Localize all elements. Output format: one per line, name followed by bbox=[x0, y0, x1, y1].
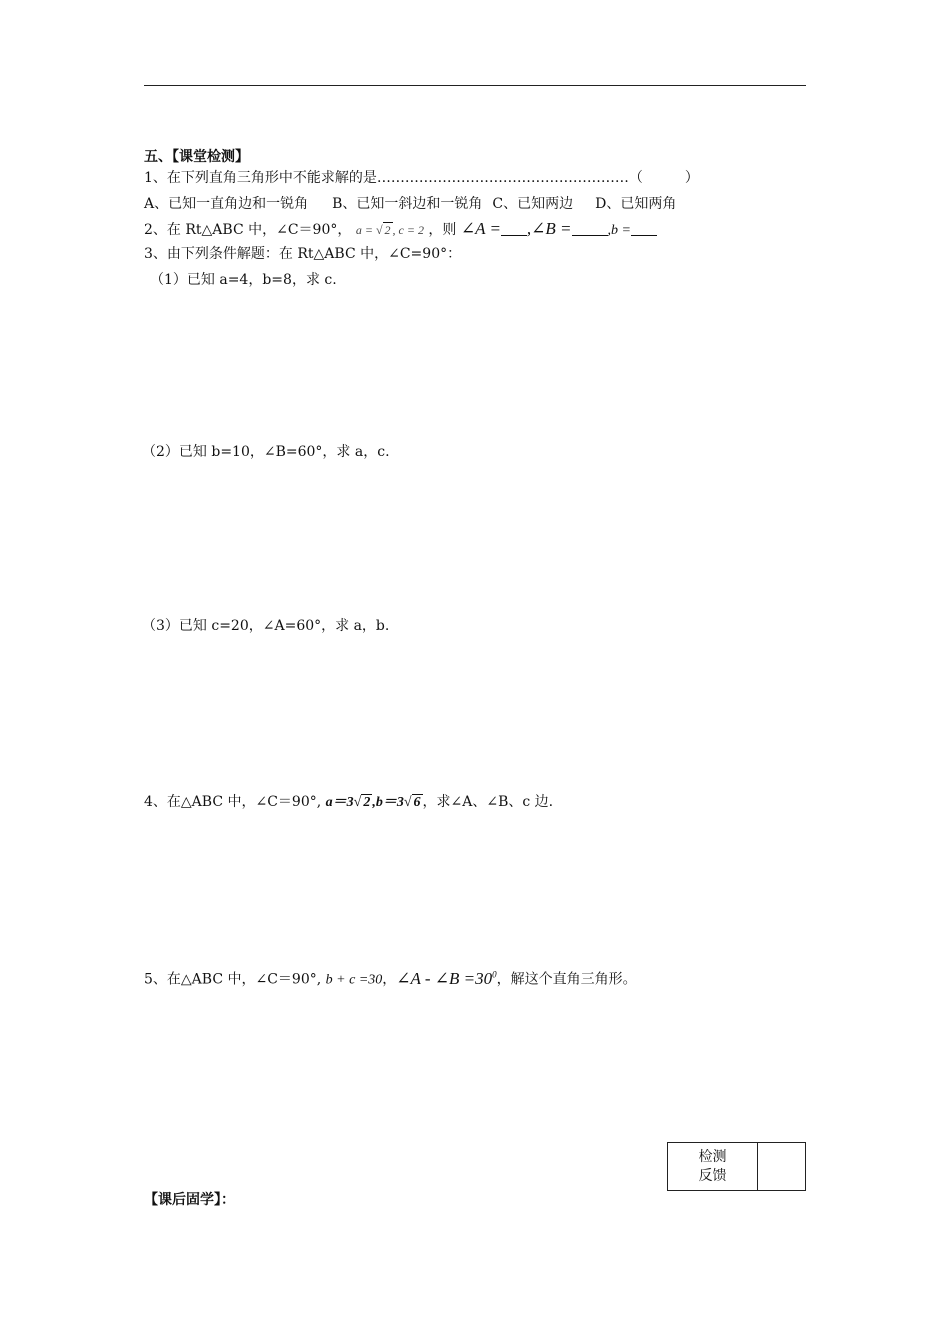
option-b: B、已知一斜边和一锐角 bbox=[332, 196, 483, 212]
feedback-label bbox=[668, 1143, 758, 1190]
question-4-b: ,b＝3√ 6 bbox=[372, 795, 421, 810]
side-b-blank bbox=[631, 221, 657, 236]
angle-a-label: ∠A = bbox=[460, 219, 501, 238]
question-2-prefix: 2、在 Rt△ABC 中，∠C＝90°， bbox=[144, 222, 352, 238]
question-2 bbox=[144, 219, 657, 241]
question-2-given: a = √ 2 , c = 2 bbox=[355, 223, 424, 237]
question-5-eq1: b + c =30 bbox=[325, 972, 383, 988]
angle-a-blank bbox=[501, 221, 527, 236]
question-5-prefix: 5、在△ABC 中，∠C＝90°, bbox=[144, 971, 322, 988]
question-5-suffix: ，解这个直角三角形。 bbox=[496, 971, 637, 988]
question-3-part-1: （1）已知 a=4，b=8，求 c. bbox=[150, 272, 337, 288]
feedback-cell[interactable] bbox=[758, 1143, 805, 1190]
question-4 bbox=[144, 792, 553, 813]
feedback-box bbox=[667, 1142, 806, 1191]
angle-b-blank bbox=[572, 221, 608, 236]
option-d: D、已知两角 bbox=[595, 196, 677, 212]
question-5: 5、在△ABC 中，∠C＝90°, b + c =30，∠A - ∠B $=30^0$，解这个直角三角形。 bbox=[144, 968, 637, 988]
question-5-eq2: ∠A - ∠B $=30^0$ bbox=[396, 968, 497, 988]
header-rule bbox=[144, 85, 806, 86]
feedback-label-line-2: 反馈 bbox=[698, 1167, 727, 1184]
feedback-label-line-1: 检测 bbox=[698, 1148, 727, 1165]
question-3: 3、由下列条件解题：在 Rt△ABC 中，∠C=90°： bbox=[144, 246, 462, 262]
question-1: 1、在下列直角三角形中不能求解的是………………………………………………（ ） bbox=[144, 170, 699, 186]
side-b-label: ,b = bbox=[607, 223, 631, 238]
question-4-prefix: 4、在△ABC 中，∠C＝90°, bbox=[144, 794, 322, 810]
question-3-part-2: （2）已知 b=10，∠B=60°，求 a，c. bbox=[142, 444, 390, 460]
section-title: 五、【课堂检测】 bbox=[144, 149, 249, 165]
question-4-suffix: ，求∠A、∠B、c 边. bbox=[422, 794, 554, 810]
question-2-mid: ，则 bbox=[428, 222, 457, 238]
option-a: A、已知一直角边和一锐角 bbox=[144, 196, 309, 212]
question-1-options bbox=[144, 194, 676, 214]
question-4-a: a＝3√ 2 bbox=[325, 795, 371, 810]
after-class-title: 【课后固学】： bbox=[144, 1192, 235, 1208]
angle-b-label: ,∠B = bbox=[526, 219, 572, 238]
question-3-part-3: （3）已知 c=20，∠A=60°，求 a，b. bbox=[142, 618, 390, 634]
option-c: C、已知两边 bbox=[492, 196, 574, 212]
